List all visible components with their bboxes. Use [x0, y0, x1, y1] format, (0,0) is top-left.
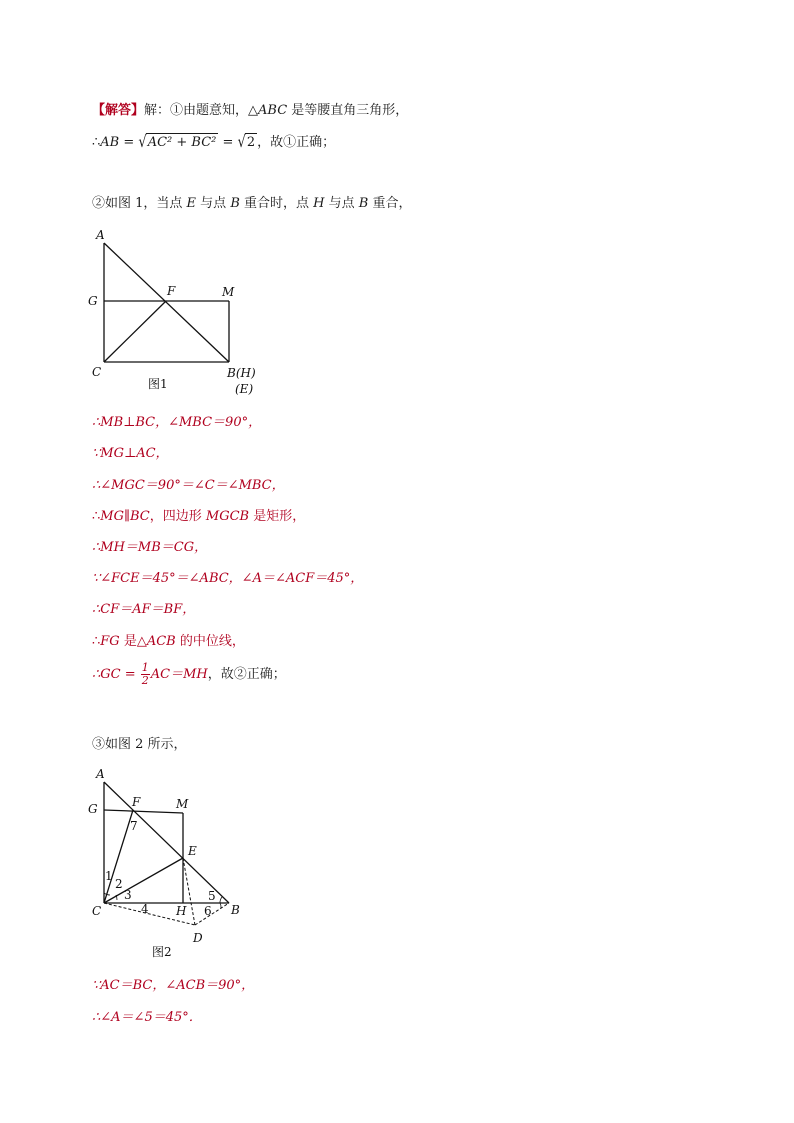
- fig2-angle-1: 1: [105, 869, 113, 883]
- fig2-label-a: A: [96, 767, 105, 781]
- fig2-label-f: F: [132, 795, 141, 809]
- fig2-label-h: H: [176, 904, 187, 918]
- solution-line-2: ∴AB = √AC² + BC² = √2 ，故①正确；: [92, 133, 336, 152]
- part2-line-4: ∴MG∥BC，四边形 MGCB 是矩形，: [92, 509, 306, 524]
- fig1-label-b: B(H): [227, 366, 256, 380]
- fig2-dashed-db: [195, 903, 229, 925]
- fig1-label-m: M: [222, 285, 235, 299]
- fig2-angle-7: 7: [130, 819, 138, 833]
- fig1-label-a: A: [96, 228, 105, 242]
- fig2-label-g: G: [88, 802, 98, 816]
- fig2-angle-6: 6: [204, 904, 212, 918]
- part2-line-8: ∴FG 是△ACB 的中位线，: [92, 634, 245, 649]
- part2-line-5: ∴MH＝MB＝CG，: [92, 540, 208, 555]
- fig2-label-c: C: [92, 904, 102, 918]
- part2-line-1: ∴MB⊥BC，∠MBC＝90°，: [92, 415, 262, 430]
- fig1-caption: 图1: [148, 377, 168, 391]
- part3-line-1: ∵AC＝BC，∠ACB＝90°，: [92, 978, 255, 993]
- fig1-label-c: C: [92, 365, 102, 379]
- fig2-angle-2: 2: [115, 877, 123, 891]
- fraction-one-half: $\frac{1}{2}$: [141, 661, 149, 687]
- part2-intro: ②如图 1，当点 E 与点 B 重合时，点 H 与点 B 重合，: [92, 196, 412, 211]
- part2-line-6: ∵∠FCE＝45°＝∠ABC，∠A＝∠ACF＝45°，: [92, 571, 364, 586]
- fig2-angle-4: 4: [141, 902, 149, 916]
- fig2-angle-arc-5: [220, 897, 222, 903]
- part3-line-2: ∴∠A＝∠5＝45°．: [92, 1010, 202, 1025]
- fig1-label-f: F: [167, 284, 176, 298]
- fig2-label-b: B: [231, 903, 240, 917]
- answer-header: 【解答】: [92, 103, 145, 118]
- part2-line-3: ∴∠MGC＝90°＝∠C＝∠MBC，: [92, 478, 285, 493]
- fig2-segment-gm: [104, 810, 183, 813]
- sqrt-expression: AC² + BC²: [147, 135, 217, 150]
- fig2-angle-5: 5: [208, 889, 216, 903]
- fig2-label-m: M: [176, 797, 189, 811]
- fig2-angle-3: 3: [124, 888, 132, 902]
- fig1-label-g: G: [88, 294, 98, 308]
- fig2-angle-arc-6: [220, 903, 221, 908]
- fig1-label-e: (E): [235, 382, 254, 396]
- solution-line-1: 【解答】解：①由题意知，△ABC 是等腰直角三角形，: [92, 103, 409, 118]
- fig2-label-d: D: [193, 931, 203, 945]
- part2-line-2: ∵MG⊥AC，: [92, 446, 169, 461]
- part2-line-7: ∴CF＝AF＝BF，: [92, 602, 196, 617]
- fig2-label-e: E: [188, 844, 197, 858]
- part3-intro: ③如图 2 所示，: [92, 737, 187, 752]
- fig2-caption: 图2: [152, 945, 172, 959]
- part2-line-9: ∴GC = $\frac{1}{2}$ AC＝MH，故②正确；: [92, 661, 286, 687]
